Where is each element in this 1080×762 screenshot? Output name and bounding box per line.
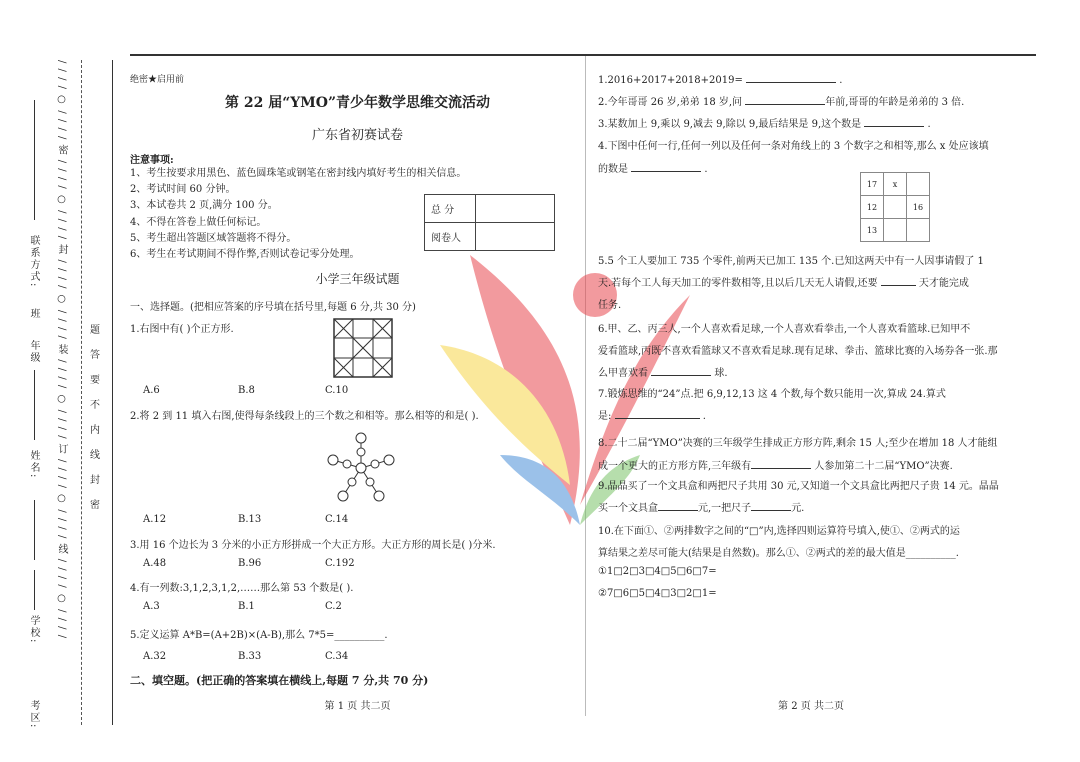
- score-total-cell[interactable]: [476, 195, 555, 223]
- note-item: 2、考试时间 60 分钟。: [130, 184, 236, 196]
- section-heading: 小学三年级试题: [315, 272, 400, 286]
- notes-list: [130, 166, 466, 263]
- q5-option-a: A.32: [143, 651, 167, 662]
- q2-option-c: C.14: [325, 514, 349, 525]
- seal-line: [81, 60, 83, 725]
- answer-blank-9a[interactable]: [658, 500, 698, 511]
- binding-exam-room-label: 考区:: [28, 700, 39, 730]
- binding-contact-label: 联系方式:: [28, 235, 39, 289]
- exam-title: 第 22 届“YMO”青少年数学思维交流活动: [224, 95, 491, 111]
- grid-cell: [907, 219, 930, 242]
- warning-char: 内: [90, 425, 100, 436]
- fill-5: 5.5 个工人要加工 735 个零件,前两天已加工 135 个.已知这两天中有一人因事请假了 1: [598, 256, 984, 267]
- fill-10-cont: 算结果之差尽可能大(结果是自然数)。那么①、②两式的差的最大值是__________.: [598, 548, 959, 559]
- q1-option-c: C.10: [325, 385, 349, 396]
- q1-option-a: A.6: [143, 385, 160, 396]
- binding-rule: [112, 60, 113, 725]
- q3-option-c: C.192: [325, 558, 355, 569]
- fill-10-eq2: ②7□6□5□4□3□2□1=: [598, 588, 717, 599]
- fill-6: 6.甲、乙、丙三人,一个人喜欢看足球,一个人喜欢看拳击,一个人喜欢看篮球.已知甲不: [598, 324, 971, 335]
- q2-option-b: B.13: [238, 514, 262, 525]
- binding-name-line: [34, 500, 35, 560]
- binding-name-label: 姓名:: [28, 450, 39, 480]
- question-1: 1.右图中有( )个正方形.: [130, 324, 234, 335]
- fill-7: 7.锻炼思维的“24”点.把 6,9,12,13 这 4 个数,每个数只能用一次,算成 24.算式: [598, 389, 946, 400]
- answer-blank-6[interactable]: [651, 365, 711, 376]
- binding-school-line: [34, 570, 35, 610]
- binding-grade-label: 年级: [28, 340, 39, 364]
- answer-blank-1[interactable]: [746, 72, 836, 83]
- warning-char: 要: [90, 375, 100, 386]
- binding-class-label: 班: [28, 308, 39, 320]
- score-total-label: 总 分: [425, 195, 476, 223]
- grid-cell: [884, 219, 907, 242]
- magic-square-grid: [860, 172, 930, 242]
- fill-6-end: 么甲喜欢看 球.: [598, 364, 728, 379]
- seal-line-text: / / / / ○ / / / / 密 / / / / ○ / / / / 封 / / / / ○ / / / / 装 / / / / ○ / / / / 订 / / / / ○ / / / / 线 / / / / ○ / / / /: [56, 60, 67, 640]
- q4-option-a: A.3: [143, 601, 160, 612]
- fill-2: 2.今年哥哥 26 岁,弟弟 18 岁,问 年前,哥哥的年龄是弟弟的 3 倍.: [598, 93, 964, 108]
- grid-cell: [907, 173, 930, 196]
- fill-3: 3.某数加上 9,乘以 9,减去 9,除以 9,最后结果是 9,这个数是 .: [598, 115, 931, 130]
- note-item: 6、考生在考试期间不得作弊,否则试卷记零分处理。: [130, 249, 360, 261]
- grid-cell: [884, 196, 907, 219]
- fill-10: 10.在下面①、②两排数字之间的“□”内,选择四则运算符号填入,使①、②两式的运: [598, 526, 960, 537]
- question-2: 2.将 2 到 11 填入右图,使得每条线段上的三个数之和相等。那么相等的和是( ).: [130, 411, 479, 422]
- binding-contact-line: [34, 100, 35, 220]
- score-marker-label: 阅卷人: [425, 223, 476, 251]
- exam-subtitle: 广东省初赛试卷: [311, 128, 403, 143]
- note-item: 3、本试卷共 2 页,满分 100 分。: [130, 200, 278, 212]
- fill-4-cont: 的数是 .: [598, 160, 708, 175]
- part1-heading: 一、选择题。(把相应答案的序号填在括号里,每题 6 分,共 30 分): [130, 302, 416, 313]
- binding-grade-line: [34, 370, 35, 440]
- question-5: 5.定义运算 A*B=(A+2B)×(A-B),那么 7*5=__________.: [130, 630, 388, 641]
- warning-char: 答: [90, 350, 100, 361]
- q4-option-b: B.1: [238, 601, 255, 612]
- grid-cell: 13: [861, 219, 884, 242]
- note-item: 4、不得在答卷上做任何标记。: [130, 216, 267, 228]
- binding-margin: [0, 40, 120, 730]
- q2-star-figure: [325, 432, 397, 504]
- grid-cell: 16: [907, 196, 930, 219]
- fill-5-cont: 天.若每个工人每天加工的零件数相等,且以后几天无人请假,还要 天才能完成: [598, 274, 969, 289]
- score-table: [424, 194, 555, 251]
- q5-option-b: B.33: [238, 651, 262, 662]
- warning-char: 线: [90, 450, 100, 461]
- q1-option-b: B.8: [238, 385, 255, 396]
- fill-10-eq1: ①1□2□3□4□5□6□7=: [598, 566, 717, 577]
- q3-option-a: A.48: [143, 558, 167, 569]
- fill-1: 1.2016+2017+2018+2019= .: [598, 72, 842, 86]
- fill-4: 4.下图中任何一行,任何一列以及任何一条对角线上的 3 个数字之和相等,那么 x 处应该填: [598, 141, 989, 152]
- note-item: 1、考生按要求用黑色、蓝色圆珠笔或钢笔在密封线内填好考生的相关信息。: [130, 168, 467, 179]
- fill-5-end: 任务.: [598, 300, 622, 311]
- warning-char: 题: [90, 325, 100, 336]
- answer-blank-5[interactable]: [881, 275, 916, 286]
- question-3: 3.用 16 个边长为 3 分米的小正方形拼成一个大正方形。大正方形的周长是( )分米.: [130, 540, 496, 551]
- warning-column: [90, 318, 104, 518]
- grid-cell: x: [884, 173, 907, 196]
- answer-blank-9b[interactable]: [751, 500, 791, 511]
- page2-footer: 第 2 页 共二页: [778, 701, 844, 712]
- fill-6-cont: 爱看篮球,丙既不喜欢看篮球又不喜欢看足球.现有足球、拳击、篮球比赛的入场券各一张.那: [598, 346, 998, 357]
- q2-option-a: A.12: [143, 514, 167, 525]
- q5-option-c: C.34: [325, 651, 349, 662]
- answer-blank-8[interactable]: [751, 458, 811, 469]
- fill-7-cont: 是: .: [598, 407, 706, 422]
- secret-label: 绝密★启用前: [130, 75, 185, 85]
- warning-char: 封: [90, 475, 100, 486]
- fill-8-cont: 成一个更大的正方形方阵,三年级有 人参加第二十二届“YMO”决赛.: [598, 457, 953, 472]
- q3-option-b: B.96: [238, 558, 262, 569]
- answer-blank-3[interactable]: [864, 116, 924, 127]
- question-4: 4.有一列数:3,1,2,3,1,2,……那么第 53 个数是( ).: [130, 583, 354, 594]
- fill-8: 8.二十二届“YMO”决赛的三年级学生排成正方形方阵,剩余 15 人;至少在增加 18 人才能组: [598, 438, 998, 449]
- answer-blank-4[interactable]: [631, 161, 701, 172]
- grid-cell: 17: [861, 173, 884, 196]
- notes-title: 注意事项:: [130, 155, 174, 166]
- note-item: 5、考生超出答题区域答题将不得分。: [130, 232, 297, 244]
- q1-square-figure: [333, 318, 393, 378]
- score-marker-cell[interactable]: [476, 223, 555, 251]
- page1-footer: 第 1 页 共二页: [324, 701, 391, 712]
- binding-school-label: 学校:: [28, 615, 39, 645]
- fill-9-cont: 买一个文具盒 元,一把尺子 元.: [598, 499, 804, 514]
- warning-char: 密: [90, 500, 100, 511]
- answer-blank-7[interactable]: [615, 408, 700, 419]
- fill-9: 9.晶晶买了一个文具盒和两把尺子共用 30 元,又知道一个文具盒比两把尺子贵 14 元。晶晶: [598, 481, 999, 492]
- warning-char: 不: [90, 400, 100, 411]
- grid-cell: 12: [861, 196, 884, 219]
- part2-heading: 二、填空题。(把正确的答案填在横线上,每题 7 分,共 70 分): [130, 674, 429, 687]
- answer-blank-2[interactable]: [745, 94, 825, 105]
- q4-option-c: C.2: [325, 601, 342, 612]
- top-rule: [130, 54, 1036, 56]
